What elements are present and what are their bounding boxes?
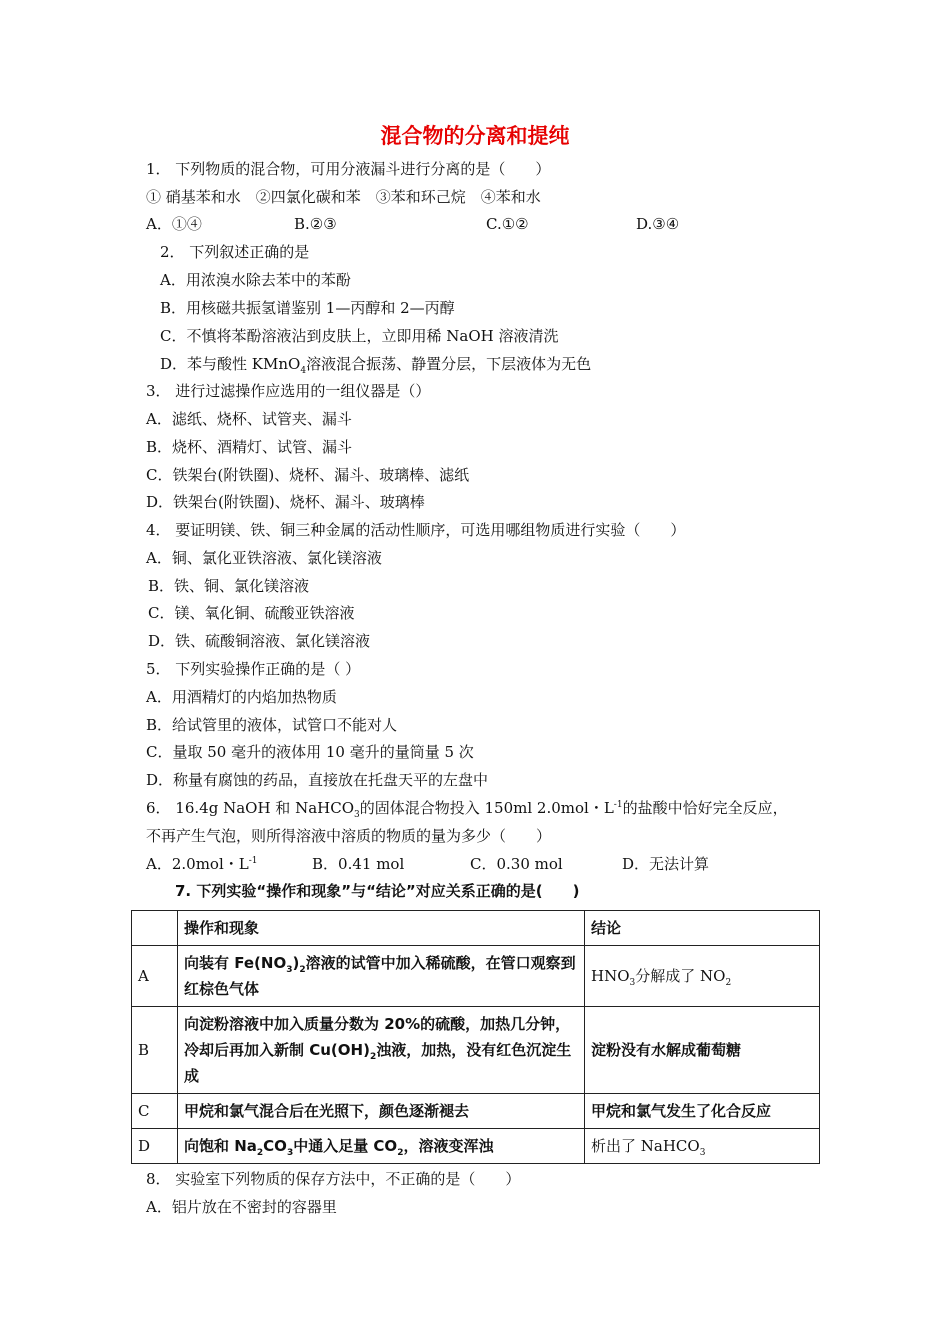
option-a: A．2.0mol・$L^{-1}$ [146, 855, 258, 873]
option-d: D．苯与酸性 KMnO$_4$溶液混合振荡、静置分层，下层液体为无色 [160, 355, 592, 376]
question-8-stem: 8． 实验室下列物质的保存方法中，不正确的是（ ） [146, 1170, 521, 1188]
option-d: D．无法计算 [622, 855, 710, 873]
option-a: A．①④ [146, 215, 202, 233]
option-b: B．铁、铜、氯化镁溶液 [148, 577, 310, 595]
option-d: D．铁、硫酸铜溶液、氯化镁溶液 [148, 632, 371, 650]
option-b: B．0.41 mol [312, 855, 405, 873]
question-6-stem: 6． 16.4g NaOH 和 NaHCO$_3$的固体混合物投入 150ml 2.0mol・$L^{-1}$的盐酸中恰好完全反应， [146, 799, 788, 820]
table-header-row [132, 911, 820, 946]
option-b: B.②③ [294, 215, 337, 233]
option-a: A．滤纸、烧杯、试管夹、漏斗 [146, 410, 352, 428]
option-c: C．量取 50 毫升的液体用 10 毫升的量筒量 5 次 [146, 743, 474, 761]
row-label: A [132, 946, 178, 1007]
option-c: C.①② [486, 215, 529, 233]
option-b: B．烧杯、酒精灯、试管、漏斗 [146, 438, 353, 456]
option-d: D．铁架台(附铁圈)、烧杯、漏斗、玻璃棒 [146, 493, 425, 511]
option-a: A．铜、氯化亚铁溶液、氯化镁溶液 [146, 549, 382, 567]
table-header-operation: 操作和现象 [178, 911, 585, 946]
question-1-options [146, 214, 846, 234]
row-conclusion: 淀粉没有水解成葡萄糖 [585, 1007, 820, 1094]
option-c: C．0.30 mol [470, 855, 563, 873]
table-row [132, 946, 820, 1007]
option-d: D.③④ [636, 215, 680, 233]
question-5-stem: 5． 下列实验操作正确的是（ ） [146, 660, 361, 678]
option-d: D．称量有腐蚀的药品，直接放在托盘天平的左盘中 [146, 771, 489, 789]
table-header-conclusion: 结论 [585, 911, 820, 946]
question-1-stem: 1． 下列物质的混合物，可用分液漏斗进行分离的是（ ） [146, 160, 551, 178]
page-title: 混合物的分离和提纯 [380, 124, 570, 148]
row-operation: 向装有 $Fe(NO_3)_2$溶液的试管中加入稀硫酸，在管口观察到红棕色气体 [178, 946, 585, 1007]
option-c: C．镁、氧化铜、硫酸亚铁溶液 [148, 604, 355, 622]
question-4-stem: 4． 要证明镁、铁、铜三种金属的活动性顺序，可选用哪组物质进行实验（ ） [146, 521, 686, 539]
table-row [132, 1094, 820, 1129]
question-6-stem-cont: 不再产生气泡，则所得溶液中溶质的物质的量为多少（ ） [146, 827, 552, 845]
row-label: B [132, 1007, 178, 1094]
table-row [132, 1129, 820, 1164]
question-2-stem: 2． 下列叙述正确的是 [160, 243, 310, 261]
row-operation: 甲烷和氯气混合后在光照下，颜色逐渐褪去 [178, 1094, 585, 1129]
option-a: A．用浓溴水除去苯中的苯酚 [160, 271, 351, 289]
option-b: B．给试管里的液体，试管口不能对人 [146, 716, 398, 734]
option-c: C．铁架台(附铁圈)、烧杯、漏斗、玻璃棒、滤纸 [146, 466, 470, 484]
option-b: B．用核磁共振氢谱鉴别 1—丙醇和 2—丙醇 [160, 299, 455, 317]
table-header-empty [132, 911, 178, 946]
row-label: C [132, 1094, 178, 1129]
row-conclusion: 析出了 NaHCO$_3$ [585, 1129, 820, 1164]
row-conclusion: $HNO_3$分解成了 $NO_2$ [585, 946, 820, 1007]
option-a: A．用酒精灯的内焰加热物质 [146, 688, 337, 706]
question-3-stem: 3． 进行过滤操作应选用的一组仪器是（） [146, 382, 431, 400]
row-operation: 向饱和 $Na_2CO_3$中通入足量 $CO_2$，溶液变浑浊 [178, 1129, 585, 1164]
option-c: C．不慎将苯酚溶液沾到皮肤上，立即用稀 NaOH 溶液清洗 [160, 327, 559, 345]
question-6-options [146, 854, 846, 874]
question-7-stem: 7. 下列实验“操作和现象”与“结论”对应关系正确的是( ) [175, 882, 580, 900]
row-label: D [132, 1129, 178, 1164]
row-operation: 向淀粉溶液中加入质量分数为 20%的硫酸，加热几分钟，冷却后再加入新制 $Cu(OH)_2$浊液，加热，没有红色沉淀生成 [178, 1007, 585, 1094]
experiment-table [131, 910, 820, 1164]
question-1-items: ① 硝基苯和水 ②四氯化碳和苯 ③苯和环己烷 ④苯和水 [146, 188, 541, 206]
row-conclusion: 甲烷和氯气发生了化合反应 [585, 1094, 820, 1129]
option-a: A．铝片放在不密封的容器里 [146, 1198, 337, 1216]
table-row [132, 1007, 820, 1094]
